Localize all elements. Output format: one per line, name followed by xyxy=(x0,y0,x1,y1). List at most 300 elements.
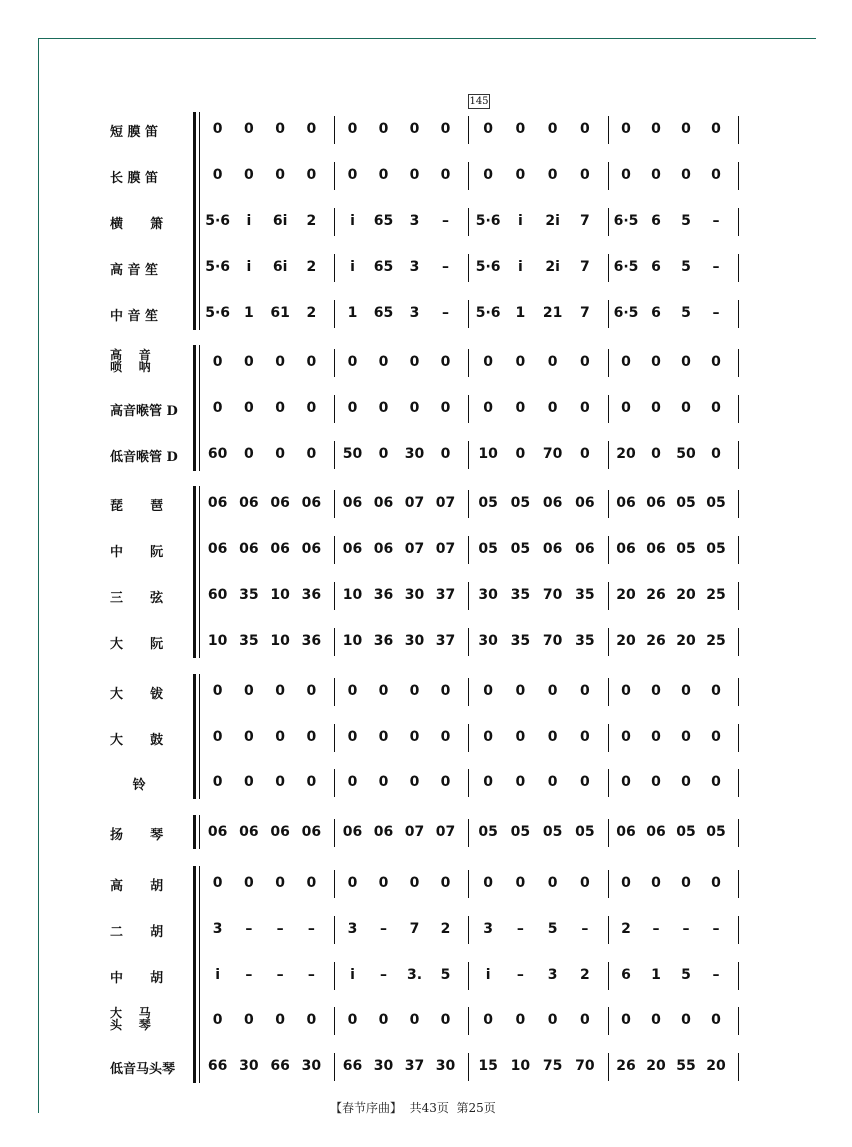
instrument-label: 三 弦 xyxy=(110,591,164,606)
note: 1 xyxy=(244,305,254,321)
bar-line xyxy=(738,1053,739,1081)
note: 0 xyxy=(681,400,691,416)
note: 0 xyxy=(244,446,254,462)
instrument-label: 中 胡 xyxy=(110,971,164,986)
note: 25 xyxy=(706,587,726,603)
bar-line xyxy=(468,724,469,752)
note: 30 xyxy=(435,1058,456,1074)
note: 21 xyxy=(542,305,563,321)
note: 0 xyxy=(275,774,285,790)
note: 0 xyxy=(580,354,590,370)
note: 06 xyxy=(301,541,322,557)
note: 0 xyxy=(651,446,661,462)
note: 0 xyxy=(212,354,223,370)
bar-line xyxy=(738,870,739,898)
bar-line xyxy=(334,349,335,377)
note: 0 xyxy=(409,683,420,699)
note: 0 xyxy=(621,400,631,416)
note: – xyxy=(516,921,524,937)
note: 66 xyxy=(207,1058,228,1074)
bar-line xyxy=(608,490,609,518)
note: 0 xyxy=(440,729,451,745)
note: i xyxy=(350,967,355,983)
note: 0 xyxy=(306,167,317,183)
note: 0 xyxy=(440,400,451,416)
note: 5 xyxy=(681,213,691,229)
note: 0 xyxy=(515,121,526,137)
note: 05 xyxy=(510,541,531,557)
note: 0 xyxy=(711,1012,721,1028)
note: 0 xyxy=(244,167,254,183)
note: 0 xyxy=(711,446,721,462)
note: 0 xyxy=(515,167,526,183)
note: 06 xyxy=(575,495,595,511)
note: 0 xyxy=(580,167,590,183)
bar-line xyxy=(738,254,739,282)
bar-line xyxy=(334,208,335,236)
note: 2 xyxy=(621,921,631,937)
note: 06 xyxy=(342,824,363,840)
note: 0 xyxy=(547,729,558,745)
note: 06 xyxy=(270,495,290,511)
bar-line xyxy=(334,536,335,564)
note: 0 xyxy=(306,446,317,462)
bar-line xyxy=(468,300,469,328)
note: 0 xyxy=(580,121,590,137)
note: 66 xyxy=(270,1058,290,1074)
bar-line xyxy=(608,582,609,610)
note: 10 xyxy=(342,587,363,603)
bar-line xyxy=(334,870,335,898)
note: 05 xyxy=(676,495,696,511)
note: 0 xyxy=(515,446,526,462)
note: – xyxy=(712,967,720,983)
note: – xyxy=(516,967,524,983)
bar-line xyxy=(738,628,739,656)
note: 0 xyxy=(440,121,451,137)
instrument-label: 横 箫 xyxy=(110,217,164,232)
note: 0 xyxy=(547,400,558,416)
note: 60 xyxy=(207,587,228,603)
note: 0 xyxy=(409,354,420,370)
note: 61 xyxy=(270,305,290,321)
note: 0 xyxy=(347,683,358,699)
bar-line xyxy=(608,724,609,752)
note: 0 xyxy=(275,167,285,183)
note: 1 xyxy=(347,305,358,321)
note: 07 xyxy=(404,541,425,557)
group-bracket xyxy=(193,815,196,849)
note: 0 xyxy=(515,774,526,790)
instrument-label: 二 胡 xyxy=(110,925,164,940)
note: 30 xyxy=(404,446,425,462)
note: 5·6 xyxy=(205,259,231,275)
note: 0 xyxy=(483,400,493,416)
note: 05 xyxy=(478,495,498,511)
note: 5·6 xyxy=(475,305,501,321)
note: 06 xyxy=(542,541,563,557)
note: 0 xyxy=(275,446,285,462)
note: 0 xyxy=(275,875,285,891)
note: 0 xyxy=(378,121,389,137)
note: 65 xyxy=(373,259,394,275)
note: – xyxy=(276,921,284,937)
note: 2i xyxy=(545,213,560,229)
bar-line xyxy=(334,300,335,328)
note: 0 xyxy=(515,729,526,745)
note: – xyxy=(712,305,720,321)
note: 0 xyxy=(711,400,721,416)
note: 0 xyxy=(440,354,451,370)
note: 65 xyxy=(373,213,394,229)
note: 0 xyxy=(547,354,558,370)
bar-line xyxy=(468,819,469,847)
note: 0 xyxy=(515,354,526,370)
bar-line xyxy=(468,208,469,236)
note: 20 xyxy=(616,446,636,462)
note: 0 xyxy=(347,875,358,891)
bar-line xyxy=(468,962,469,990)
instrument-label: 琵 琶 xyxy=(110,499,164,514)
note: 0 xyxy=(275,121,285,137)
note: 0 xyxy=(212,729,223,745)
bar-line xyxy=(738,819,739,847)
note: 0 xyxy=(347,121,358,137)
note: 50 xyxy=(676,446,696,462)
note: – xyxy=(712,921,720,937)
note: 0 xyxy=(580,683,590,699)
note: 0 xyxy=(212,774,223,790)
bar-line xyxy=(334,678,335,706)
note: 36 xyxy=(301,587,322,603)
note: 10 xyxy=(510,1058,531,1074)
note: 0 xyxy=(378,875,389,891)
note: 0 xyxy=(378,683,389,699)
note: 0 xyxy=(212,875,223,891)
note: 0 xyxy=(306,774,317,790)
note: 6·5 xyxy=(613,259,639,275)
note: 3 xyxy=(483,921,493,937)
instrument-label: 大 阮 xyxy=(110,637,164,652)
note: 06 xyxy=(575,541,595,557)
note: 0 xyxy=(547,774,558,790)
instrument-label: 高 胡 xyxy=(110,879,164,894)
note: 0 xyxy=(580,774,590,790)
bar-line xyxy=(334,582,335,610)
note: 05 xyxy=(478,824,498,840)
note: 5 xyxy=(440,967,451,983)
note: 75 xyxy=(542,1058,563,1074)
note: – xyxy=(712,259,720,275)
page-footer: 【春节序曲】 共43页 第25页 xyxy=(330,1101,496,1115)
note: 1 xyxy=(515,305,526,321)
note: 06 xyxy=(342,495,363,511)
note: 06 xyxy=(342,541,363,557)
note: 05 xyxy=(706,495,726,511)
note: – xyxy=(307,921,315,937)
note: 0 xyxy=(378,167,389,183)
note: 10 xyxy=(270,587,290,603)
note: 3 xyxy=(347,921,358,937)
note: 0 xyxy=(711,774,721,790)
note: 06 xyxy=(207,541,228,557)
bar-line xyxy=(468,536,469,564)
note: 06 xyxy=(616,541,636,557)
note: 0 xyxy=(681,774,691,790)
note: 0 xyxy=(440,446,451,462)
instrument-label: 长 膜 笛 xyxy=(110,171,159,186)
note: 06 xyxy=(301,824,322,840)
bar-line xyxy=(608,441,609,469)
note: 0 xyxy=(711,729,721,745)
note: – xyxy=(682,921,690,937)
note: 36 xyxy=(301,633,322,649)
note: 6 xyxy=(651,305,661,321)
bar-line xyxy=(334,1007,335,1035)
note: 06 xyxy=(616,824,636,840)
note: 0 xyxy=(547,121,558,137)
note: 65 xyxy=(373,305,394,321)
note: 0 xyxy=(711,167,721,183)
note: 0 xyxy=(621,875,631,891)
note: 3 xyxy=(409,305,420,321)
bar-line xyxy=(738,208,739,236)
note: 6 xyxy=(621,967,631,983)
note: 0 xyxy=(212,400,223,416)
note: 0 xyxy=(347,354,358,370)
note: 6i xyxy=(272,259,288,275)
note: 0 xyxy=(440,167,451,183)
bar-line xyxy=(334,724,335,752)
instrument-label: 大 马 头 琴 xyxy=(110,1006,151,1032)
instrument-label: 中 阮 xyxy=(110,545,164,560)
note: 0 xyxy=(440,1012,451,1028)
note: 0 xyxy=(681,729,691,745)
note: 2 xyxy=(306,213,317,229)
bar-line xyxy=(468,254,469,282)
note: 0 xyxy=(483,875,493,891)
note: 06 xyxy=(646,824,666,840)
note: 06 xyxy=(207,495,228,511)
note: 07 xyxy=(404,495,425,511)
note: 05 xyxy=(575,824,595,840)
bar-line xyxy=(738,349,739,377)
note: 05 xyxy=(706,541,726,557)
bar-line xyxy=(468,1053,469,1081)
bar-line xyxy=(334,769,335,797)
note: 26 xyxy=(616,1058,636,1074)
note: 36 xyxy=(373,587,394,603)
note: 0 xyxy=(306,729,317,745)
note: 06 xyxy=(239,541,259,557)
instrument-label: 扬 琴 xyxy=(110,828,164,843)
note: 6 xyxy=(651,259,661,275)
note: 20 xyxy=(616,633,636,649)
note: 0 xyxy=(378,1012,389,1028)
note: 0 xyxy=(483,167,493,183)
note: 05 xyxy=(676,824,696,840)
note: 0 xyxy=(347,729,358,745)
note: 37 xyxy=(404,1058,425,1074)
bar-line xyxy=(468,162,469,190)
bar-line xyxy=(468,1007,469,1035)
note: 0 xyxy=(621,683,631,699)
note: 30 xyxy=(478,633,498,649)
note: – xyxy=(652,921,660,937)
group-bracket xyxy=(193,486,196,658)
bar-line xyxy=(608,208,609,236)
note: 0 xyxy=(711,354,721,370)
note: 06 xyxy=(301,495,322,511)
note: 26 xyxy=(646,633,666,649)
note: 35 xyxy=(575,587,595,603)
bar-line xyxy=(608,628,609,656)
note: 50 xyxy=(342,446,363,462)
note: 05 xyxy=(706,824,726,840)
note: – xyxy=(581,921,589,937)
bar-line xyxy=(608,349,609,377)
note: 35 xyxy=(239,633,259,649)
note: 0 xyxy=(409,729,420,745)
note: 0 xyxy=(212,683,223,699)
note: 0 xyxy=(651,875,661,891)
note: 0 xyxy=(547,683,558,699)
note: 3 xyxy=(212,921,223,937)
note: 20 xyxy=(706,1058,726,1074)
note: 37 xyxy=(435,587,456,603)
note: 20 xyxy=(616,587,636,603)
note: 10 xyxy=(478,446,498,462)
note: 0 xyxy=(306,121,317,137)
bar-line xyxy=(738,1007,739,1035)
note: 7 xyxy=(580,259,590,275)
instrument-label: 高音喉管 D xyxy=(110,404,178,419)
note: 0 xyxy=(378,446,389,462)
note: 0 xyxy=(409,774,420,790)
note: 0 xyxy=(275,400,285,416)
note: – xyxy=(442,259,449,275)
note: 0 xyxy=(651,121,661,137)
note: 0 xyxy=(483,774,493,790)
bar-line xyxy=(608,769,609,797)
note: 0 xyxy=(621,729,631,745)
note: 0 xyxy=(244,683,254,699)
bar-line xyxy=(608,870,609,898)
note: 05 xyxy=(510,495,531,511)
bar-line xyxy=(334,162,335,190)
instrument-label: 短 膜 笛 xyxy=(110,125,159,140)
note: 0 xyxy=(483,683,493,699)
note: 35 xyxy=(510,587,531,603)
bar-line xyxy=(334,962,335,990)
note: i xyxy=(246,213,252,229)
bar-line xyxy=(468,628,469,656)
note: 5·6 xyxy=(205,305,231,321)
note: 0 xyxy=(580,446,590,462)
note: 0 xyxy=(651,729,661,745)
note: i xyxy=(350,259,355,275)
bar-line xyxy=(738,116,739,144)
bar-line xyxy=(738,962,739,990)
page-frame-left xyxy=(38,38,39,1113)
bar-line xyxy=(608,916,609,944)
note: 2 xyxy=(306,305,317,321)
note: – xyxy=(307,967,315,983)
note: 7 xyxy=(409,921,420,937)
note: i xyxy=(350,213,355,229)
bar-line xyxy=(608,395,609,423)
bar-line xyxy=(468,769,469,797)
note: 0 xyxy=(244,121,254,137)
bar-line xyxy=(334,395,335,423)
note: 26 xyxy=(646,587,666,603)
note: 06 xyxy=(373,824,394,840)
note: 30 xyxy=(404,633,425,649)
measure-number: 145 xyxy=(469,96,489,107)
instrument-label: 低音马头琴 xyxy=(110,1062,176,1077)
note: 70 xyxy=(542,587,563,603)
note: 0 xyxy=(347,1012,358,1028)
bar-line xyxy=(738,769,739,797)
group-bracket-line xyxy=(199,345,200,471)
note: 0 xyxy=(347,400,358,416)
note: 05 xyxy=(542,824,563,840)
note: 0 xyxy=(212,167,223,183)
note: – xyxy=(442,213,449,229)
note: 06 xyxy=(373,541,394,557)
instrument-label: 大 钹 xyxy=(110,687,164,702)
note: 0 xyxy=(651,167,661,183)
note: 0 xyxy=(244,400,254,416)
note: 0 xyxy=(580,875,590,891)
note: 5 xyxy=(681,259,691,275)
group-bracket-line xyxy=(199,112,200,330)
note: 2 xyxy=(440,921,451,937)
note: 5 xyxy=(681,967,691,983)
note: 0 xyxy=(651,683,661,699)
note: 6·5 xyxy=(613,305,639,321)
bar-line xyxy=(468,916,469,944)
note: 0 xyxy=(244,729,254,745)
bar-line xyxy=(738,678,739,706)
note: – xyxy=(442,305,449,321)
note: 0 xyxy=(244,1012,254,1028)
note: 0 xyxy=(651,354,661,370)
note: 0 xyxy=(306,683,317,699)
note: 0 xyxy=(547,875,558,891)
note: 0 xyxy=(547,1012,558,1028)
note: 06 xyxy=(646,541,666,557)
note: 06 xyxy=(542,495,563,511)
note: 1 xyxy=(651,967,661,983)
note: 0 xyxy=(681,354,691,370)
instrument-label: 高 音 唢 呐 xyxy=(110,348,151,374)
note: 30 xyxy=(478,587,498,603)
note: 06 xyxy=(646,495,666,511)
note: 5 xyxy=(547,921,558,937)
note: 0 xyxy=(306,400,317,416)
note: 10 xyxy=(207,633,228,649)
note: 0 xyxy=(347,774,358,790)
note: 0 xyxy=(681,121,691,137)
instrument-label: 铃 xyxy=(110,778,146,793)
bar-line xyxy=(738,441,739,469)
note: – xyxy=(380,921,387,937)
note: 0 xyxy=(212,121,223,137)
note: 06 xyxy=(270,824,290,840)
note: 0 xyxy=(621,1012,631,1028)
note: 0 xyxy=(409,167,420,183)
